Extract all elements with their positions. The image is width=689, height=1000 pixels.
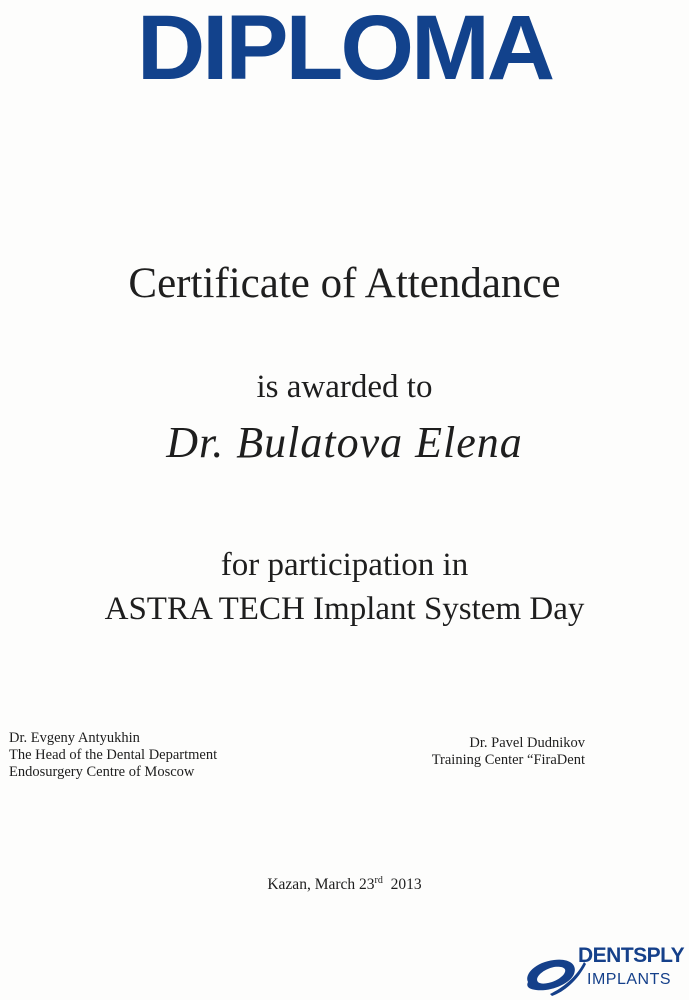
- logo-brand-text: DENTSPLY: [578, 944, 685, 967]
- date-year: 2013: [390, 876, 422, 893]
- left-signatory-name: Dr. Evgeny Antyukhin: [9, 730, 140, 746]
- right-signatory-organization: Training Center “FiraDent: [431, 752, 585, 768]
- day-suffix: rd: [374, 874, 383, 886]
- dentsply-logo: [520, 944, 685, 998]
- left-signatory-organization: Endosurgery Centre of Moscow: [9, 764, 195, 780]
- diploma-heading: DIPLOMA: [136, 0, 553, 99]
- participation-text: for participation in: [220, 547, 469, 583]
- place-and-date: [0, 875, 689, 895]
- place-date-prefix: Kazan, March 23: [267, 876, 375, 893]
- awarded-text: is awarded to: [256, 369, 433, 405]
- event-name: ASTRA TECH Implant System Day: [104, 591, 585, 627]
- recipient-name: Dr. Bulatova Elena: [166, 418, 523, 467]
- right-signatory: [432, 735, 585, 769]
- left-signatory-role: The Head of the Dental Department: [9, 747, 218, 763]
- left-signatory: [9, 730, 217, 781]
- certificate-title: Certificate of Attendance: [128, 260, 561, 307]
- right-signatory-name: Dr. Pavel Dudnikov: [469, 735, 585, 751]
- logo-sub-text: IMPLANTS: [587, 971, 672, 988]
